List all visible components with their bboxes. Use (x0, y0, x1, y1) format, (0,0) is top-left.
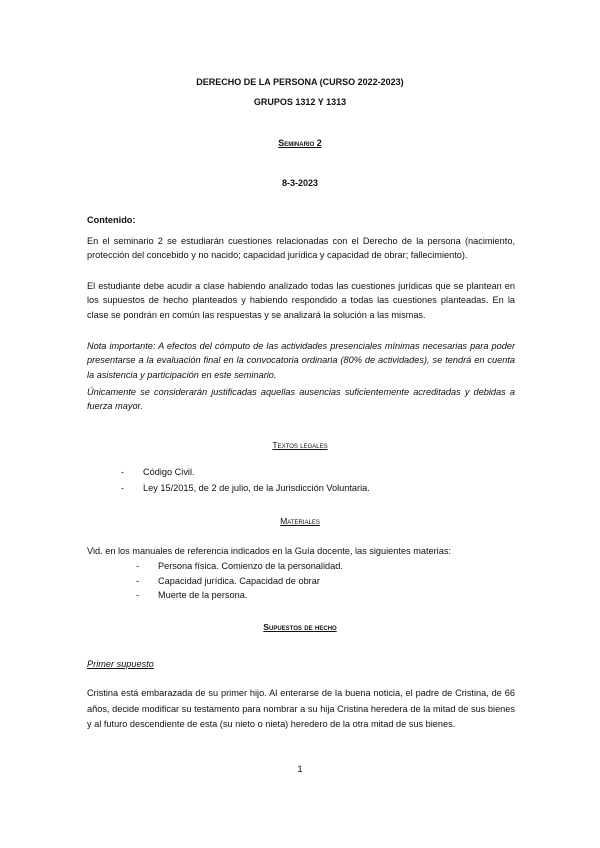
page-number: 1 (297, 764, 303, 775)
important-note: Nota importante: A efectos del cómputo de las actividades presenciales mínimas necesarias para poder presentarse a la evaluación final en la convocatoria ordinaria (80% de actividades), se tendrá en cuenta la asistencia y participación en este seminario. (87, 341, 515, 380)
list-item: - Código Civil. (121, 464, 370, 480)
absence-note: Únicamente se considerarán justificadas aquellas ausencias suficientemente acreditadas y debidas a fuerza mayor. (87, 387, 515, 412)
contenido-paragraph-1: En el seminario 2 se estudiarán cuestiones relacionadas con el Derecho de la persona (nacimiento, protección del concebido y no nacido; capacidad jurídica y capacidad de obrar; fallecimiento). (87, 236, 515, 261)
document-title: DERECHO DE LA PERSONA (CURSO 2022-2023) (196, 77, 404, 87)
list-item: - Muerte de la persona. (136, 588, 343, 603)
seminar-date: 8-3-2023 (281, 178, 319, 188)
first-case-title: Primer supuesto (87, 659, 154, 669)
materiales-heading: Materiales (280, 516, 320, 526)
first-case-text: Cristina está embarazada de su primer hijo. Al enterarse de la buena noticia, el padre de Cristina, de 66 años, decide modificar su testamento para nombrar a su hija Cristina heredera de la mitad de sus bienes y al futuro descendiente de esta (su nieto o nieta) heredero de la otra mitad de sus bienes. (87, 688, 515, 729)
materials-list (136, 559, 343, 603)
legal-texts-list (121, 464, 370, 496)
textos-legales-heading: Textos legales (272, 440, 328, 450)
contenido-heading: Contenido: (87, 215, 136, 225)
list-item: - Ley 15/2015, de 2 de julio, de la Jurisdicción Voluntaria. (121, 480, 370, 496)
contenido-paragraph-2: El estudiante debe acudir a clase habiendo analizado todas las cuestiones jurídicas que se plantean en los supuestos de hecho planteados y habiendo respondido a todas las cuestiones planteadas. En la clase se pondrán en común las respuestas y se analizará la solución a las mismas. (87, 281, 515, 320)
seminar-title: Seminario 2 (278, 138, 322, 148)
list-item: - Capacidad jurídica. Capacidad de obrar (136, 574, 343, 589)
course-groups: GRUPOS 1312 Y 1313 (253, 97, 347, 107)
supuestos-heading: Supuestos de hecho (263, 622, 337, 632)
list-item: - Persona física. Comienzo de la personalidad. (136, 559, 343, 574)
materiales-intro: Vid. en los manuales de referencia indicados en la Guía docente, las siguientes materias: (87, 546, 451, 556)
